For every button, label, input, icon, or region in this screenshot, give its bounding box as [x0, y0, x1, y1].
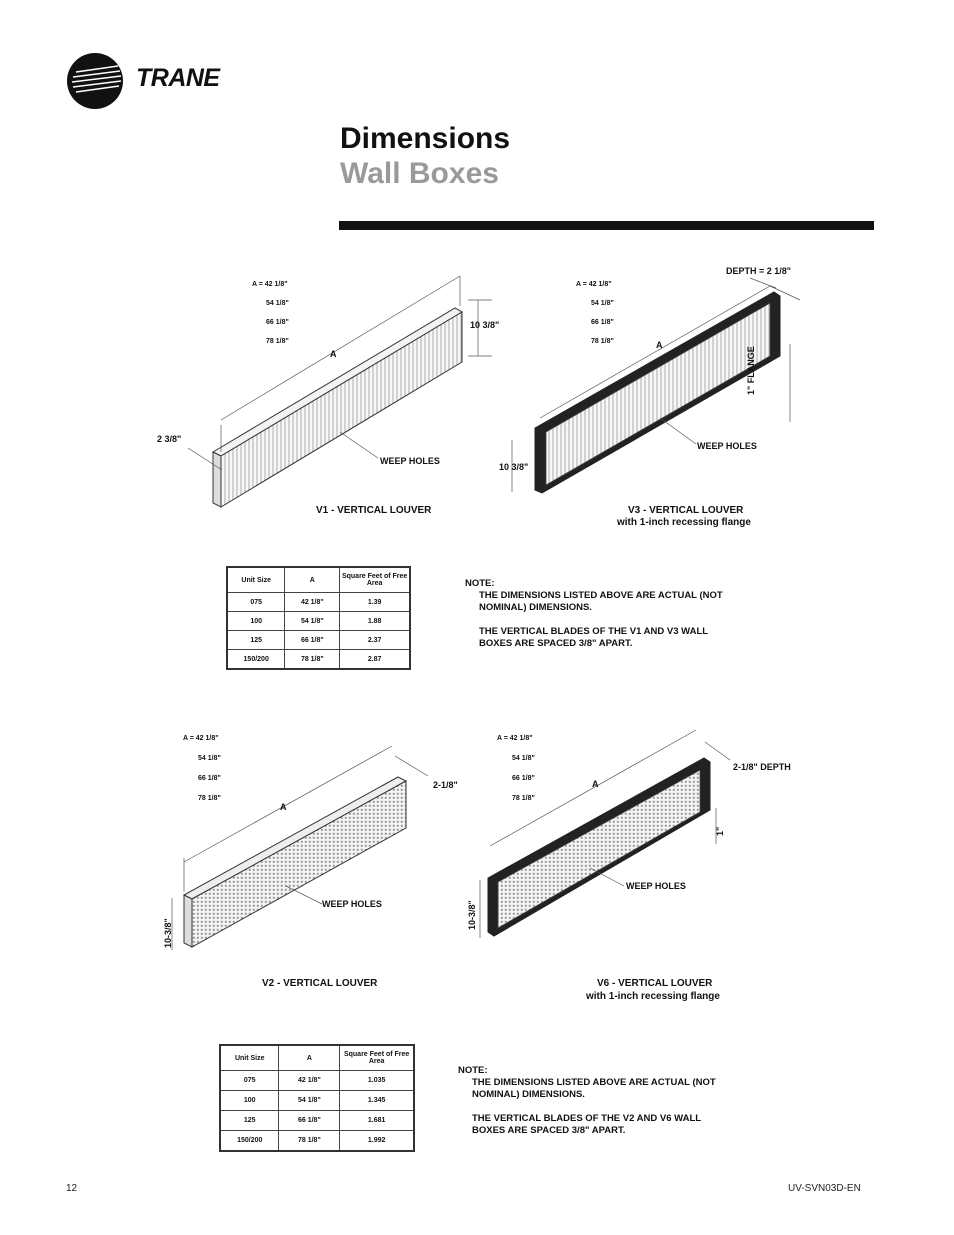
v3-dim-a-54: 54 1/8" [591, 300, 614, 307]
table-row: 075 42 1/8" 1.39 [227, 593, 410, 612]
brand-name: TRANE [136, 64, 220, 92]
page-number: 12 [66, 1183, 78, 1194]
table-row: 075 42 1/8" 1.035 [220, 1071, 414, 1091]
v6-dim-a-78: 78 1/8" [512, 795, 535, 802]
note-paragraph: THE DIMENSIONS LISTED ABOVE ARE ACTUAL (NOT NOMINAL) DIMENSIONS. [479, 590, 723, 613]
note-v2-v6 [458, 1065, 728, 1137]
table-row: 100 54 1/8" 1.345 [220, 1091, 414, 1111]
v1-height-label: 10 3/8" [470, 320, 500, 330]
page-title: Dimensions [340, 122, 511, 155]
v3-weep-holes-label: WEEP HOLES [697, 441, 757, 451]
v2-dim-a-54: 54 1/8" [198, 755, 221, 762]
v6-weep-holes-label: WEEP HOLES [626, 881, 686, 891]
table-header: Unit Size [227, 567, 285, 593]
table-header: A [285, 567, 340, 593]
v1-dim-a-78: 78 1/8" [266, 338, 289, 345]
v2-caption: V2 - VERTICAL LOUVER [262, 978, 378, 989]
table-header: Square Feet of Free Area [340, 567, 410, 593]
document-id: UV-SVN03D-EN [788, 1183, 861, 1194]
note-paragraph: THE DIMENSIONS LISTED ABOVE ARE ACTUAL (NOT NOMINAL) DIMENSIONS. [472, 1077, 716, 1100]
table-row: 100 54 1/8" 1.88 [227, 612, 410, 631]
v3-depth-label: DEPTH = 2 1/8" [726, 266, 792, 276]
note-paragraph: THE VERTICAL BLADES OF THE V2 AND V6 WALL BOXES ARE SPACED 3/8" APART. [472, 1113, 701, 1136]
v3-dim-a-78: 78 1/8" [591, 338, 614, 345]
v3-dim-letter: A [656, 340, 663, 350]
v1-caption: V1 - VERTICAL LOUVER [316, 505, 432, 516]
v6-dim-a-54: 54 1/8" [512, 755, 535, 762]
free-area-table-v2-v6 [219, 1044, 415, 1152]
v3-caption: V3 - VERTICAL LOUVER [628, 505, 744, 516]
v6-caption-sub: with 1-inch recessing flange [586, 991, 720, 1002]
v2-weep-holes-label: WEEP HOLES [322, 899, 382, 909]
v3-dim-a-66: 66 1/8" [591, 319, 614, 326]
v2-height-label: 10-3/8" [163, 918, 173, 948]
v1-dim-a-54: 54 1/8" [266, 300, 289, 307]
v1-weep-holes-label: WEEP HOLES [380, 456, 440, 466]
v2-dim-a-78: 78 1/8" [198, 795, 221, 802]
v1-dim-a-42: A = 42 1/8" [252, 281, 288, 288]
note-label: NOTE: [458, 1065, 488, 1076]
v6-dim-letter: A [592, 779, 599, 789]
note-label: NOTE: [465, 578, 495, 589]
v6-flange-label: 1" [715, 826, 725, 836]
table-header: A [279, 1045, 340, 1071]
v6-caption: V6 - VERTICAL LOUVER [597, 978, 713, 989]
table-row: 125 66 1/8" 2.37 [227, 631, 410, 650]
v2-dim-letter: A [280, 802, 287, 812]
v6-dim-a-42: A = 42 1/8" [497, 735, 533, 742]
v2-depth-label: 2-1/8" [433, 780, 458, 790]
v3-dim-a-42: A = 42 1/8" [576, 281, 612, 288]
page-subtitle: Wall Boxes [340, 157, 499, 190]
v2-dim-a-42: A = 42 1/8" [183, 735, 219, 742]
table-row: 150/200 78 1/8" 2.87 [227, 650, 410, 670]
v2-dim-a-66: 66 1/8" [198, 775, 221, 782]
v3-height-label: 10 3/8" [499, 462, 529, 472]
table-row: 150/200 78 1/8" 1.992 [220, 1131, 414, 1152]
v3-flange-label: 1" FLANGE [746, 346, 756, 395]
table-header: Square Feet of Free Area [340, 1045, 414, 1071]
v1-dim-letter: A [330, 349, 337, 359]
v1-dim-a-66: 66 1/8" [266, 319, 289, 326]
table-row: 125 66 1/8" 1.681 [220, 1111, 414, 1131]
v6-height-label: 10-3/8" [467, 900, 477, 930]
table-header: Unit Size [220, 1045, 279, 1071]
v3-caption-sub: with 1-inch recessing flange [617, 517, 751, 528]
note-paragraph: THE VERTICAL BLADES OF THE V1 AND V3 WALL BOXES ARE SPACED 3/8" APART. [479, 626, 708, 649]
v1-depth-label: 2 3/8" [157, 434, 182, 444]
v6-dim-a-66: 66 1/8" [512, 775, 535, 782]
v6-depth-label: 2-1/8" DEPTH [733, 762, 791, 772]
